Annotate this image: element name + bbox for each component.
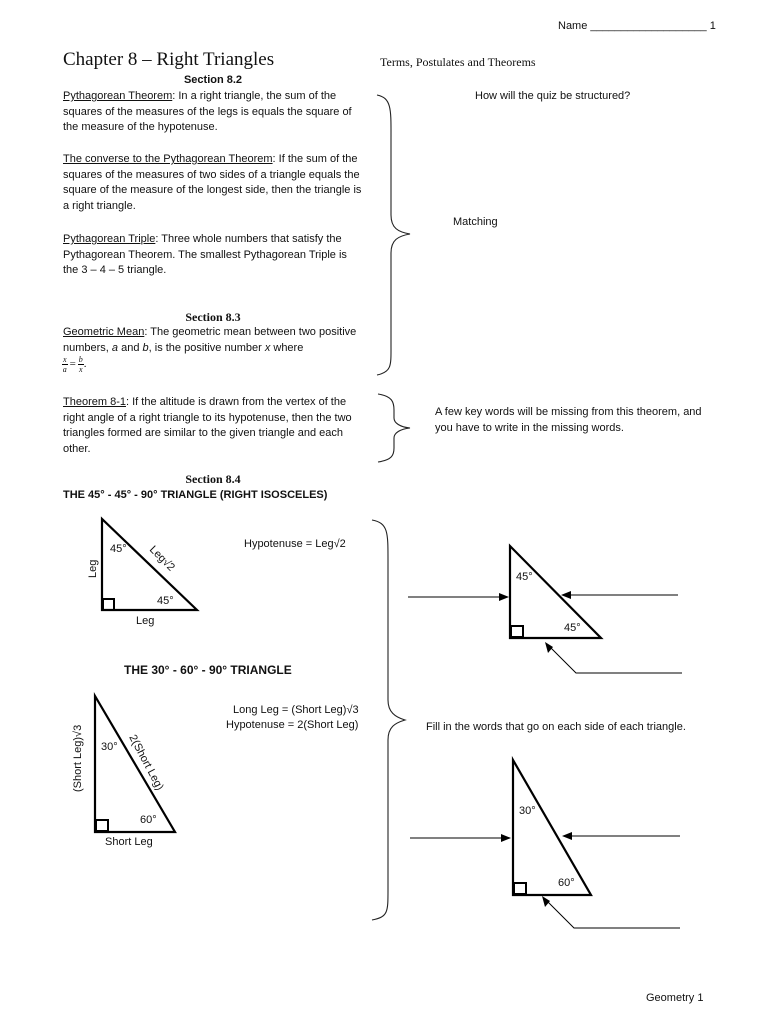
tri45-bottom-angle-label: 45° xyxy=(157,595,174,607)
geometric-mean-term: Geometric Mean xyxy=(63,326,145,338)
pythagorean-triple-definition: : Three whole numbers that satisfy the Pythagorean Theorem. The smallest Pythagorean Triple is the 3 – 4 – 5 triangle. xyxy=(63,233,347,277)
theorem-8-1-term: Theorem 8-1 xyxy=(63,396,126,408)
tri45-leg-bottom-label: Leg xyxy=(136,615,155,627)
tri45-heading: THE 45° - 45° - 90° TRIANGLE (RIGHT ISOSCELES) xyxy=(63,489,328,501)
quiz30-top-angle-label: 30° xyxy=(519,805,536,817)
tri30-short-leg-label: Short Leg xyxy=(105,836,153,848)
pythagorean-theorem-definition: : In a right triangle, the sum of the squares of the measures of the legs is equals the square of the measure of the hypotenuse. xyxy=(63,90,352,134)
geometric-mean-def-1: : The geometric mean between two positive numbers, xyxy=(63,326,357,354)
tri30-right-angle-mark xyxy=(96,820,108,831)
quiz45-arrowhead-bottom xyxy=(545,642,553,653)
fraction-b-numerator: b xyxy=(78,355,83,364)
section-8-3-heading: Section 8.3 xyxy=(185,310,241,324)
fraction-x-numerator: x xyxy=(63,355,67,364)
quiz45-right-angle-mark xyxy=(511,626,523,637)
theorem-8-1-definition: : If the altitude is drawn from the vertex of the right angle of a right triangle to its hypotenuse, then the two triangles formed are similar to the given triangle and each other. xyxy=(63,396,352,455)
geometric-mean-def-3: where xyxy=(270,341,304,354)
var-a: a xyxy=(111,341,119,354)
tri30-long-leg-label: (Short Leg)√3 xyxy=(72,724,84,792)
tri45-formula: Hypotenuse = Leg√2 xyxy=(244,538,346,550)
brace-large xyxy=(377,95,410,375)
quiz30-right-angle-mark xyxy=(514,883,526,894)
quiz30-triangle xyxy=(513,760,591,895)
geometric-mean-def-2: , is the positive number xyxy=(148,341,265,354)
quiz45-arrowhead-left xyxy=(499,593,509,601)
quiz30-arrow-bottom xyxy=(546,900,680,928)
converse-definition: : If the sum of the squares of the measures of two sides of a triangle equals the square of the measure of the longest side, then the triangle is a right triangle. xyxy=(63,153,362,212)
section-8-4-heading: Section 8.4 xyxy=(185,472,241,486)
section-8-2-heading: Section 8.2 xyxy=(183,74,243,86)
missing-words-note: A few key words will be missing from this theorem, and you have to write in the missing words. xyxy=(435,406,702,434)
tri30-triangle xyxy=(95,696,175,832)
fraction-x-denominator: x xyxy=(79,365,83,374)
converse-term: The converse to the Pythagorean Theorem xyxy=(63,153,273,165)
quiz45-triangle xyxy=(510,546,601,638)
tri30-hypotenuse-label: 2(Short Leg) xyxy=(126,732,166,793)
quiz30-arrowhead-left xyxy=(501,834,511,842)
tri45-triangle xyxy=(102,519,197,610)
fill-in-note: Fill in the words that go on each side of each triangle. xyxy=(426,721,686,733)
page-title: Chapter 8 – Right Triangles xyxy=(63,49,275,70)
footer-label: Geometry 1 xyxy=(646,992,704,1004)
quiz-question: How will the quiz be structured? xyxy=(475,90,631,102)
quiz30-arrowhead-bottom xyxy=(542,896,550,907)
pythagorean-triple-term: Pythagorean Triple xyxy=(63,233,156,245)
page-subtitle: Terms, Postulates and Theorems xyxy=(380,55,536,69)
tri45-right-angle-mark xyxy=(103,599,114,610)
tri30-top-angle-label: 30° xyxy=(101,741,118,753)
and-word: and xyxy=(118,341,143,354)
quiz30-bottom-angle-label: 60° xyxy=(558,877,575,889)
fraction-a-denominator: a xyxy=(62,365,67,374)
quiz45-top-angle-label: 45° xyxy=(516,571,533,583)
brace-small xyxy=(378,394,410,462)
tri45-hypotenuse-label: Leg√2 xyxy=(146,543,177,574)
matching-note: Matching xyxy=(453,216,498,228)
tri30-formula-long-leg: Long Leg = (Short Leg)√3 xyxy=(233,704,359,716)
quiz30-arrowhead-right xyxy=(562,832,572,840)
var-b: b xyxy=(142,341,149,354)
name-line: Name ___________________ 1 xyxy=(558,20,716,32)
tri30-formula-hypotenuse: Hypotenuse = 2(Short Leg) xyxy=(226,719,359,731)
tri30-heading: THE 30° - 60° - 90° TRIANGLE xyxy=(124,663,292,677)
tri45-leg-left-label: Leg xyxy=(87,559,99,578)
pythagorean-theorem-term: Pythagorean Theorem xyxy=(63,90,173,102)
tri45-top-angle-label: 45° xyxy=(110,543,127,555)
quiz45-arrow-bottom xyxy=(549,646,682,673)
brace-triangles xyxy=(372,520,405,920)
tri30-bottom-angle-label: 60° xyxy=(140,814,157,826)
geometric-mean-formula: $\frac{x}{a}$ = $\frac{b}{x}$ . xyxy=(62,355,87,374)
var-x: x xyxy=(264,341,271,354)
quiz45-bottom-angle-label: 45° xyxy=(564,622,581,634)
